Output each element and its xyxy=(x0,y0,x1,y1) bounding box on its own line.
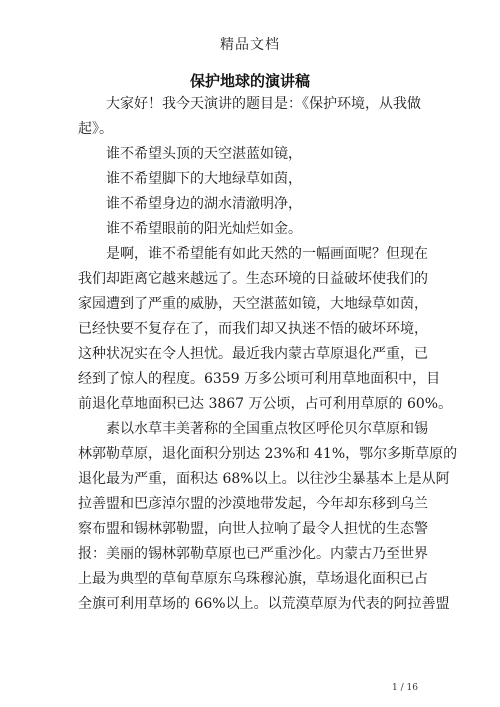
document-title: 保护地球的演讲稿 xyxy=(189,72,310,90)
text-line: 退化最为严重，面积达 68%以上。以往沙尘暴基本上是从阿 xyxy=(78,471,450,487)
text-line: 报：美丽的锡林郭勒草原也已严重沙化。内蒙古乃至世界 xyxy=(78,546,428,562)
text-line: 前退化草地面积已达 3867 万公顷，占可利用草原的 60%。 xyxy=(78,396,453,412)
page-number: 1 / 16 xyxy=(392,683,418,693)
text-line: 谁不希望头顶的天空湛蓝如镜， xyxy=(106,146,302,162)
text-line: 谁不希望身边的湖水清澈明净， xyxy=(106,196,302,212)
text-line: 大家好！我今天演讲的题目是：《保护环境，从我做 xyxy=(106,96,421,112)
text-line: 素以水草丰美著称的全国重点牧区呼伦贝尔草原和锡 xyxy=(106,421,428,437)
text-line: 已经快要不复存在了，而我们却又执迷不悟的破坏环境， xyxy=(78,321,428,337)
document-body xyxy=(78,92,458,617)
text-line: 拉善盟和巴彦淖尔盟的沙漠地带发起，今年却东移到乌兰 xyxy=(78,496,428,512)
text-line: 林郭勒草原，退化面积分别达 23%和 41%，鄂尔多斯草原的 xyxy=(78,446,458,462)
text-line: 谁不希望脚下的大地绿草如茵， xyxy=(106,171,302,187)
text-line: 家园遭到了严重的威胁，天空湛蓝如镜，大地绿草如茵， xyxy=(78,296,428,312)
text-line: 上最为典型的草甸草原东乌珠穆沁旗，草场退化面积已占 xyxy=(78,571,428,587)
text-line: 这种状况实在令人担忧。最近我内蒙古草原退化严重，已 xyxy=(78,346,428,362)
text-line: 谁不希望眼前的阳光灿烂如金。 xyxy=(106,221,302,237)
text-line: 我们却距离它越来越远了。生态环境的日益破坏使我们的 xyxy=(78,271,428,287)
page-header: 精品文档 xyxy=(220,37,280,53)
text-line: 经到了惊人的程度。6359 万多公顷可利用草地面积中，目 xyxy=(78,371,441,387)
text-line: 是啊，谁不希望能有如此天然的一幅画面呢？但现在 xyxy=(106,246,428,262)
text-line: 全旗可利用草场的 66%以上。以荒漠草原为代表的阿拉善盟 xyxy=(78,596,450,612)
text-line: 起》。 xyxy=(78,121,113,137)
text-line: 察布盟和锡林郭勒盟，向世人拉响了最令人担忧的生态警 xyxy=(78,521,428,537)
